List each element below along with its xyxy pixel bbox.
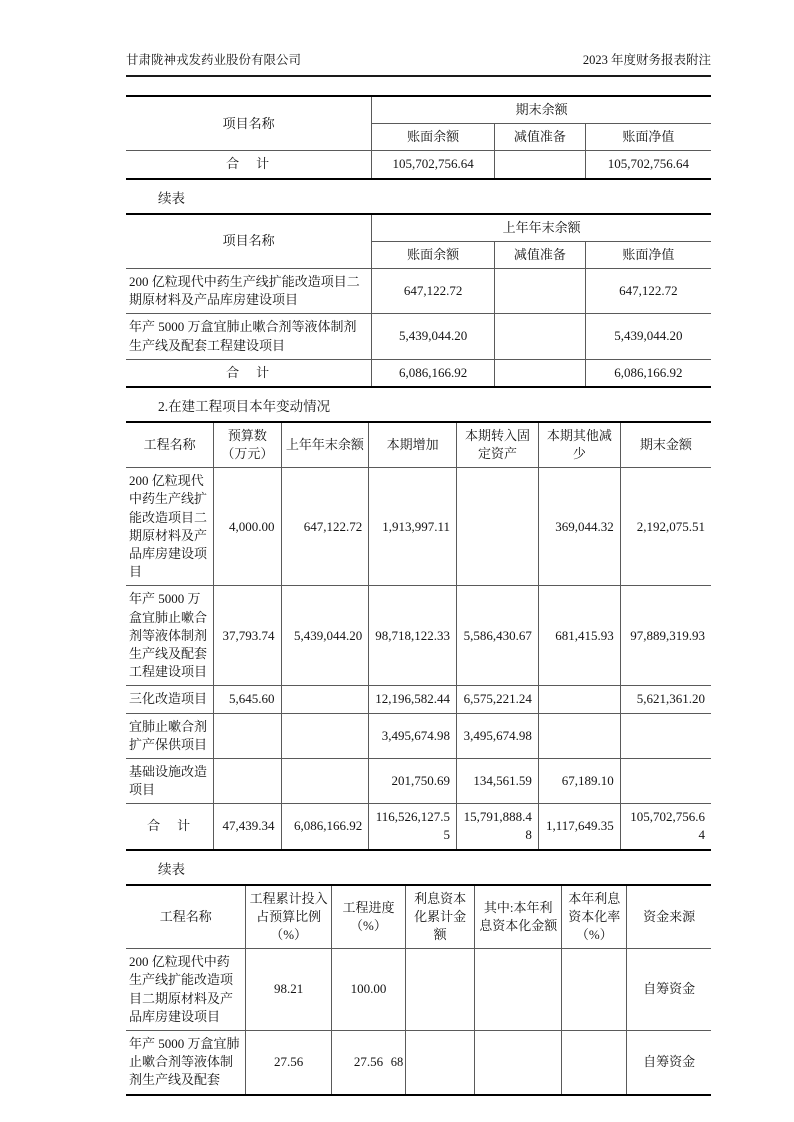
increase-cell: 201,750.69: [369, 758, 457, 803]
budget-cell: 37,793.74: [214, 586, 281, 686]
project-name-cell: 年产 5000 万盒宜肺止嗽合剂等液体制剂生产线及配套工程建设项目: [126, 586, 214, 686]
column-header-increase: 本期增加: [369, 422, 457, 468]
table-header-row: [126, 96, 711, 124]
other-decrease-cell: [538, 686, 620, 713]
transfer-cell: 6,575,221.24: [457, 686, 539, 713]
increase-cell: 116,526,127.55: [369, 804, 457, 850]
total-label-cell: 合 计: [126, 804, 214, 850]
column-header-net-value: 账面净值: [585, 241, 711, 268]
column-header-prior-year-balance: 上年年末余额: [281, 422, 369, 468]
total-row: [126, 804, 711, 850]
prior-year-balance-table: [126, 213, 711, 388]
other-decrease-cell: [538, 713, 620, 758]
increase-cell: 1,913,997.11: [369, 468, 457, 586]
project-name-cell: 年产 5000 万盒宜肺止嗽合剂等液体制剂生产线及配套: [126, 1030, 246, 1094]
column-header-project-name: 工程名称: [126, 885, 246, 949]
report-title: 2023 年度财务报表附注: [582, 53, 711, 67]
table-header-row: [126, 885, 711, 949]
budget-cell: 4,000.00: [214, 468, 281, 586]
book-balance-cell: 647,122.72: [372, 268, 495, 313]
book-balance-cell: 105,702,756.64: [372, 151, 495, 179]
increase-cell: 3,495,674.98: [369, 713, 457, 758]
project-name-cell: 年产 5000 万盒宜肺止嗽合剂等液体制剂生产线及配套工程建设项目: [126, 314, 372, 359]
continued-table-label: 续表: [158, 190, 185, 206]
prior-year-balance-cell: 5,439,044.20: [281, 586, 369, 686]
other-decrease-cell: 1,117,649.35: [538, 804, 620, 850]
column-header-interest-capitalized-total: 利息资本化累计金额: [406, 885, 475, 949]
column-header-other-decrease: 本期其他减少: [538, 422, 620, 468]
column-header-item-name: 项目名称: [126, 214, 372, 269]
column-header-progress: 工程进度（%）: [331, 885, 405, 949]
impairment-cell: [495, 359, 586, 387]
column-header-item-name: 项目名称: [126, 96, 372, 151]
net-value-cell: 5,439,044.20: [585, 314, 711, 359]
table-row: [126, 758, 711, 803]
transfer-cell: 3,495,674.98: [457, 713, 539, 758]
ending-amount-cell: 2,192,075.51: [620, 468, 711, 586]
interest-year-cell: [475, 949, 562, 1031]
project-name-cell: 三化改造项目: [126, 686, 214, 713]
project-name-cell: 宜肺止嗽合剂扩产保供项目: [126, 713, 214, 758]
impairment-cell: [495, 268, 586, 313]
ending-amount-cell: 97,889,319.93: [620, 586, 711, 686]
budget-cell: [214, 758, 281, 803]
total-label-cell: 合 计: [126, 359, 372, 387]
book-balance-cell: 6,086,166.92: [372, 359, 495, 387]
prior-year-balance-cell: 6,086,166.92: [281, 804, 369, 850]
column-header-transfer-to-fixed-assets: 本期转入固定资产: [457, 422, 539, 468]
project-name-cell: 200 亿粒现代中药生产线扩能改造项目二期原材料及产品库房建设项目: [126, 268, 372, 313]
impairment-cell: [495, 151, 586, 179]
column-header-book-balance: 账面余额: [372, 241, 495, 268]
table-header-row: [126, 214, 711, 242]
continued-table-label: 续表: [158, 861, 185, 877]
table-row: [126, 949, 711, 1031]
other-decrease-cell: 67,189.10: [538, 758, 620, 803]
column-header-fund-source: 资金来源: [627, 885, 711, 949]
column-header-impairment: 减值准备: [495, 124, 586, 151]
column-header-capitalization-rate: 本年利息资本化率（%）: [562, 885, 627, 949]
prior-year-balance-cell: 647,122.72: [281, 468, 369, 586]
cip-movement-table: [126, 421, 711, 851]
section-heading: 2.在建工程项目本年变动情况: [158, 398, 331, 414]
transfer-cell: 134,561.59: [457, 758, 539, 803]
ending-amount-cell: [620, 758, 711, 803]
group-header-prior-year-balance: 上年年末余额: [372, 214, 711, 242]
ending-amount-cell: [620, 713, 711, 758]
budget-cell: [214, 713, 281, 758]
column-header-budget: 预算数（万元）: [214, 422, 281, 468]
total-row: [126, 151, 711, 179]
ending-balance-table: [126, 95, 711, 180]
page-header: [126, 50, 711, 77]
prior-year-balance-cell: [281, 758, 369, 803]
company-name: 甘肃陇神戎发药业股份有限公司: [126, 53, 302, 67]
table-row: [126, 314, 711, 359]
table-row: [126, 268, 711, 313]
table-row: [126, 686, 711, 713]
transfer-cell: [457, 468, 539, 586]
invest-ratio-cell: 98.21: [246, 949, 331, 1031]
progress-cell: 100.00: [331, 949, 405, 1031]
transfer-cell: 5,586,430.67: [457, 586, 539, 686]
group-header-ending-balance: 期末余额: [372, 96, 711, 124]
net-value-cell: 6,086,166.92: [585, 359, 711, 387]
other-decrease-cell: 681,415.93: [538, 586, 620, 686]
budget-cell: 47,439.34: [214, 804, 281, 850]
net-value-cell: 647,122.72: [585, 268, 711, 313]
budget-cell: 5,645.60: [214, 686, 281, 713]
table-row: [126, 468, 711, 586]
capitalization-rate-cell: [562, 949, 627, 1031]
increase-cell: 98,718,122.33: [369, 586, 457, 686]
fund-source-cell: 自筹资金: [627, 1030, 711, 1094]
column-header-project-name: 工程名称: [126, 422, 214, 468]
prior-year-balance-cell: [281, 713, 369, 758]
other-decrease-cell: 369,044.32: [538, 468, 620, 586]
total-label-cell: 合 计: [126, 151, 372, 179]
table-header-row: [126, 422, 711, 468]
project-name-cell: 200 亿粒现代中药生产线扩能改造项目二期原材料及产品库房建设项目: [126, 468, 214, 586]
table-row: [126, 713, 711, 758]
ending-amount-cell: 105,702,756.64: [620, 804, 711, 850]
net-value-cell: 105,702,756.64: [585, 151, 711, 179]
project-name-cell: 200 亿粒现代中药生产线扩能改造项目二期原材料及产品库房建设项目: [126, 949, 246, 1031]
progress-cell: 27.56: [331, 1030, 405, 1094]
column-header-book-balance: 账面余额: [372, 124, 495, 151]
fund-source-cell: 自筹资金: [627, 949, 711, 1031]
prior-year-balance-cell: [281, 686, 369, 713]
ending-amount-cell: 5,621,361.20: [620, 686, 711, 713]
impairment-cell: [495, 314, 586, 359]
invest-ratio-cell: 27.56: [246, 1030, 331, 1094]
interest-total-cell: [406, 949, 475, 1031]
transfer-cell: 15,791,888.48: [457, 804, 539, 850]
increase-cell: 12,196,582.44: [369, 686, 457, 713]
project-name-cell: 基础设施改造项目: [126, 758, 214, 803]
column-header-impairment: 减值准备: [495, 241, 586, 268]
book-balance-cell: 5,439,044.20: [372, 314, 495, 359]
column-header-invest-ratio: 工程累计投入占预算比例（%）: [246, 885, 331, 949]
page-number: 68: [390, 1055, 404, 1069]
total-row: [126, 359, 711, 387]
column-header-ending-amount: 期末金额: [620, 422, 711, 468]
column-header-net-value: 账面净值: [585, 124, 711, 151]
column-header-interest-capitalized-year: 其中:本年利息资本化金额: [475, 885, 562, 949]
table-row: [126, 586, 711, 686]
